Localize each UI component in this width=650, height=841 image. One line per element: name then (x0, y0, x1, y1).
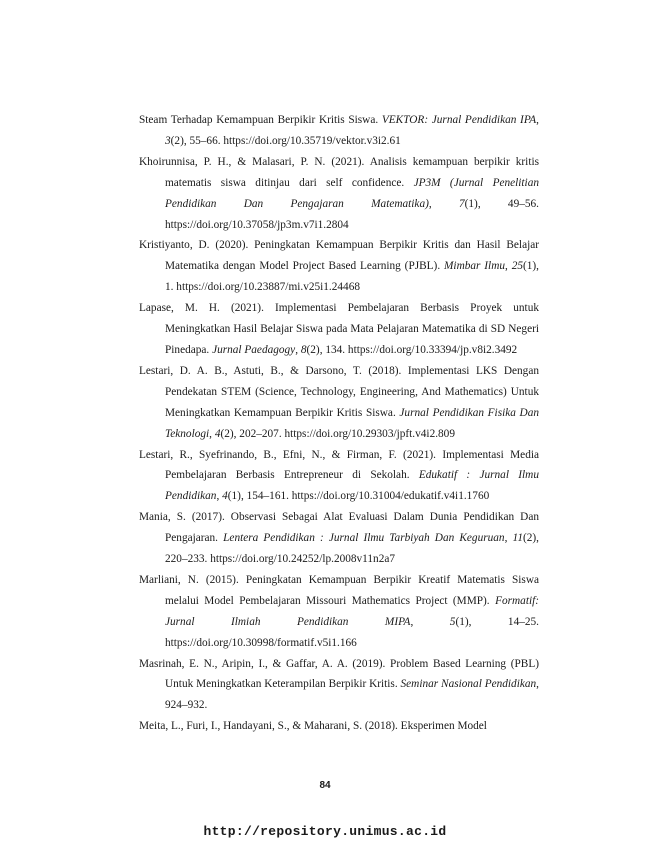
reference-entry: Lestari, D. A. B., Astuti, B., & Darsono, T. (2018). Implementasi LKS Dengan Pendekatan STEM (Science, Technology, Engineering, And Mathematics) Untuk Meningkatkan Kemampuan Berpikir Kritis Siswa. Jurnal Pendidikan Fisika Dan Teknologi, 4(2), 202–207. https://doi.org/10.29303/jpft.v4i2.809 (139, 364, 540, 440)
reference-entry: Masrinah, E. N., Aripin, I., & Gaffar, A. A. (2019). Problem Based Learning (PBL) Untuk Meningkatkan Keterampilan Berpikir Kritis. Seminar Nasional Pendidikan, 924–932. (139, 657, 539, 712)
reference-entry: Steam Terhadap Kemampuan Berpikir Kritis Siswa. VEKTOR: Jurnal Pendidikan IPA, 3(2), 55–66. https://doi.org/10.35719/vektor.v3i2.61 (139, 114, 539, 147)
reference-entry: Kristiyanto, D. (2020). Peningkatan Kemampuan Berpikir Kritis dan Hasil Belajar Matematika dengan Model Project Based Learning (PJBL). Mimbar Ilmu, 25(1), 1. https://doi.org/10.23887/mi.v25i1.24468 (139, 239, 539, 294)
reference-entry: Khoirunnisa, P. H., & Malasari, P. N. (2021). Analisis kemampuan berpikir kritis matematis siswa ditinjau dari self confidence. JP3M (Jurnal Penelitian Pendidikan Dan Pengajaran Matematika), 7(1), 49–56. https://doi.org/10.37058/jp3m.v7i1.2804 (139, 155, 539, 231)
reference-entry: Lestari, R., Syefrinando, B., Efni, N., & Firman, F. (2021). Implementasi Media Pembelajaran Berbasis Entrepreneur di Sekolah. Edukatif : Jurnal Ilmu Pendidikan, 4(1), 154–161. https://doi.org/10.31004/edukatif.v4i1.1760 (139, 448, 539, 503)
reference-entry: Mania, S. (2017). Observasi Sebagai Alat Evaluasi Dalam Dunia Pendidikan Dan Pengajaran. Lentera Pendidikan : Jurnal Ilmu Tarbiyah Dan Keguruan, 11(2), 220–233. https://doi.org/10.24252/lp.2008v11n2a7 (139, 511, 539, 566)
footer-url: http://repository.unimus.ac.id (203, 824, 447, 839)
reference-entry: Lapase, M. H. (2021). Implementasi Pembelajaran Berbasis Proyek untuk Meningkatkan Hasil Belajar Siswa pada Mata Pelajaran Matematika di SD Negeri Pinedapa. Jurnal Paedagogy, 8(2), 134. https://doi.org/10.33394/jp.v8i2.3492 (139, 302, 539, 356)
reference-list (139, 110, 539, 737)
reference-entry: Meita, L., Furi, I., Handayani, S., & Maharani, S. (2018). Eksperimen Model (139, 720, 487, 733)
page-number: 84 (319, 780, 331, 791)
reference-entry: Marliani, N. (2015). Peningkatan Kemampuan Berpikir Kreatif Matematis Siswa melalui Model Pembelajaran Missouri Mathematics Project (MMP). Formatif: Jurnal Ilmiah Pendidikan MIPA, 5(1), 14–25. https://doi.org/10.30998/formatif.v5i1.166 (139, 573, 539, 649)
